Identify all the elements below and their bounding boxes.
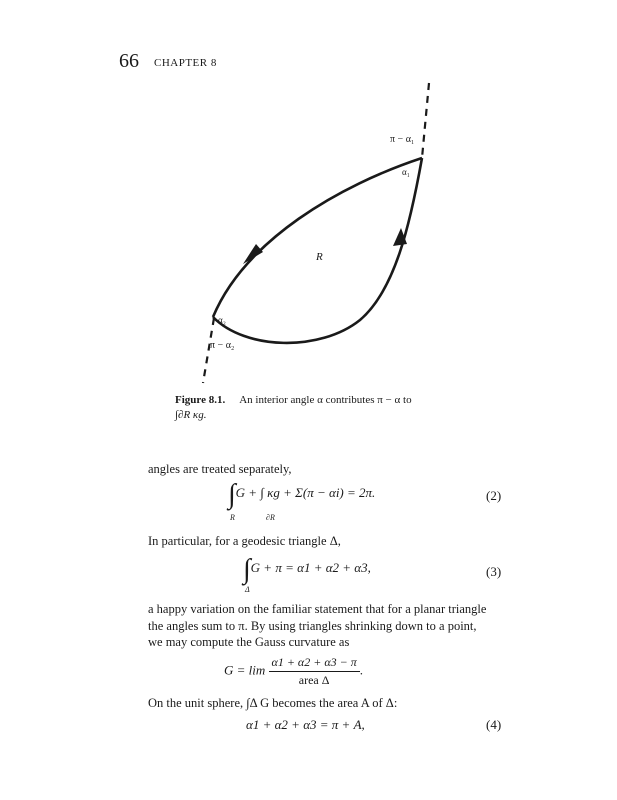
paragraph-4: On the unit sphere, ∫Δ G becomes the area A of Δ: xyxy=(148,696,398,710)
label-pi-minus-alpha1: π − α₁ xyxy=(390,134,415,145)
equation-4-body: α1 + α2 + α3 = π + A, xyxy=(246,717,365,732)
gauss-limit-left: G = lim xyxy=(224,662,266,678)
label-alpha1: α₁ xyxy=(402,167,410,177)
equation-2: ∫G + ∫ κg + Σ(π − αi) = 2π. xyxy=(228,479,376,510)
caption-label: Figure 8.1. xyxy=(175,394,226,406)
label-region-R: R xyxy=(316,251,323,263)
equation-gauss-limit xyxy=(224,655,363,688)
equation-3-body: G + π = α1 + α2 + α3, xyxy=(250,560,371,575)
figure-caption xyxy=(175,393,475,423)
equation-4 xyxy=(246,717,365,733)
paragraph-3 xyxy=(148,601,508,651)
equation-4-number: (4) xyxy=(486,717,502,732)
page-number: 66 xyxy=(119,50,139,72)
orientation-arrow-left xyxy=(243,244,263,264)
paragraph-3-line-1: a happy variation on the familiar statement that for a planar triangle xyxy=(148,602,487,616)
caption-text: An interior angle α contributes π − α to xyxy=(239,394,412,406)
equation-3-sub: Δ xyxy=(245,585,250,594)
paragraph-1: angles are treated separately, xyxy=(148,462,292,476)
equation-3: ∫G + π = α1 + α2 + α3, xyxy=(243,554,371,585)
caption-text-line2: ∫∂R κg. xyxy=(175,409,207,421)
equation-2-sub-dR: ∂R xyxy=(266,513,275,522)
equation-2-sub-R: R xyxy=(230,513,235,522)
gauss-limit-denominator: area Δ xyxy=(298,673,330,687)
label-alpha2: α₂ xyxy=(218,315,226,325)
chapter-heading: CHAPTER 8 xyxy=(154,57,217,69)
equation-3-number: (3) xyxy=(486,564,502,579)
paragraph-3-line-3: we may compute the Gauss curvature as xyxy=(148,635,350,649)
dashed-extension-top xyxy=(422,83,429,158)
equation-2-body: G + ∫ κg + Σ(π − αi) = 2π. xyxy=(235,485,376,500)
label-pi-minus-alpha2: π − α₂ xyxy=(210,340,235,351)
gauss-limit-period: . xyxy=(359,662,363,678)
boundary-curve-upper xyxy=(213,158,422,317)
paragraph-2: In particular, for a geodesic triangle Δ, xyxy=(148,534,341,548)
paragraph-3-line-2: the angles sum to π. By using triangles shrinking down to a point, xyxy=(148,618,477,633)
gauss-limit-fraction xyxy=(269,655,360,688)
equation-2-number: (2) xyxy=(486,488,502,503)
gauss-limit-numerator: α1 + α2 + α3 − π xyxy=(269,655,360,672)
